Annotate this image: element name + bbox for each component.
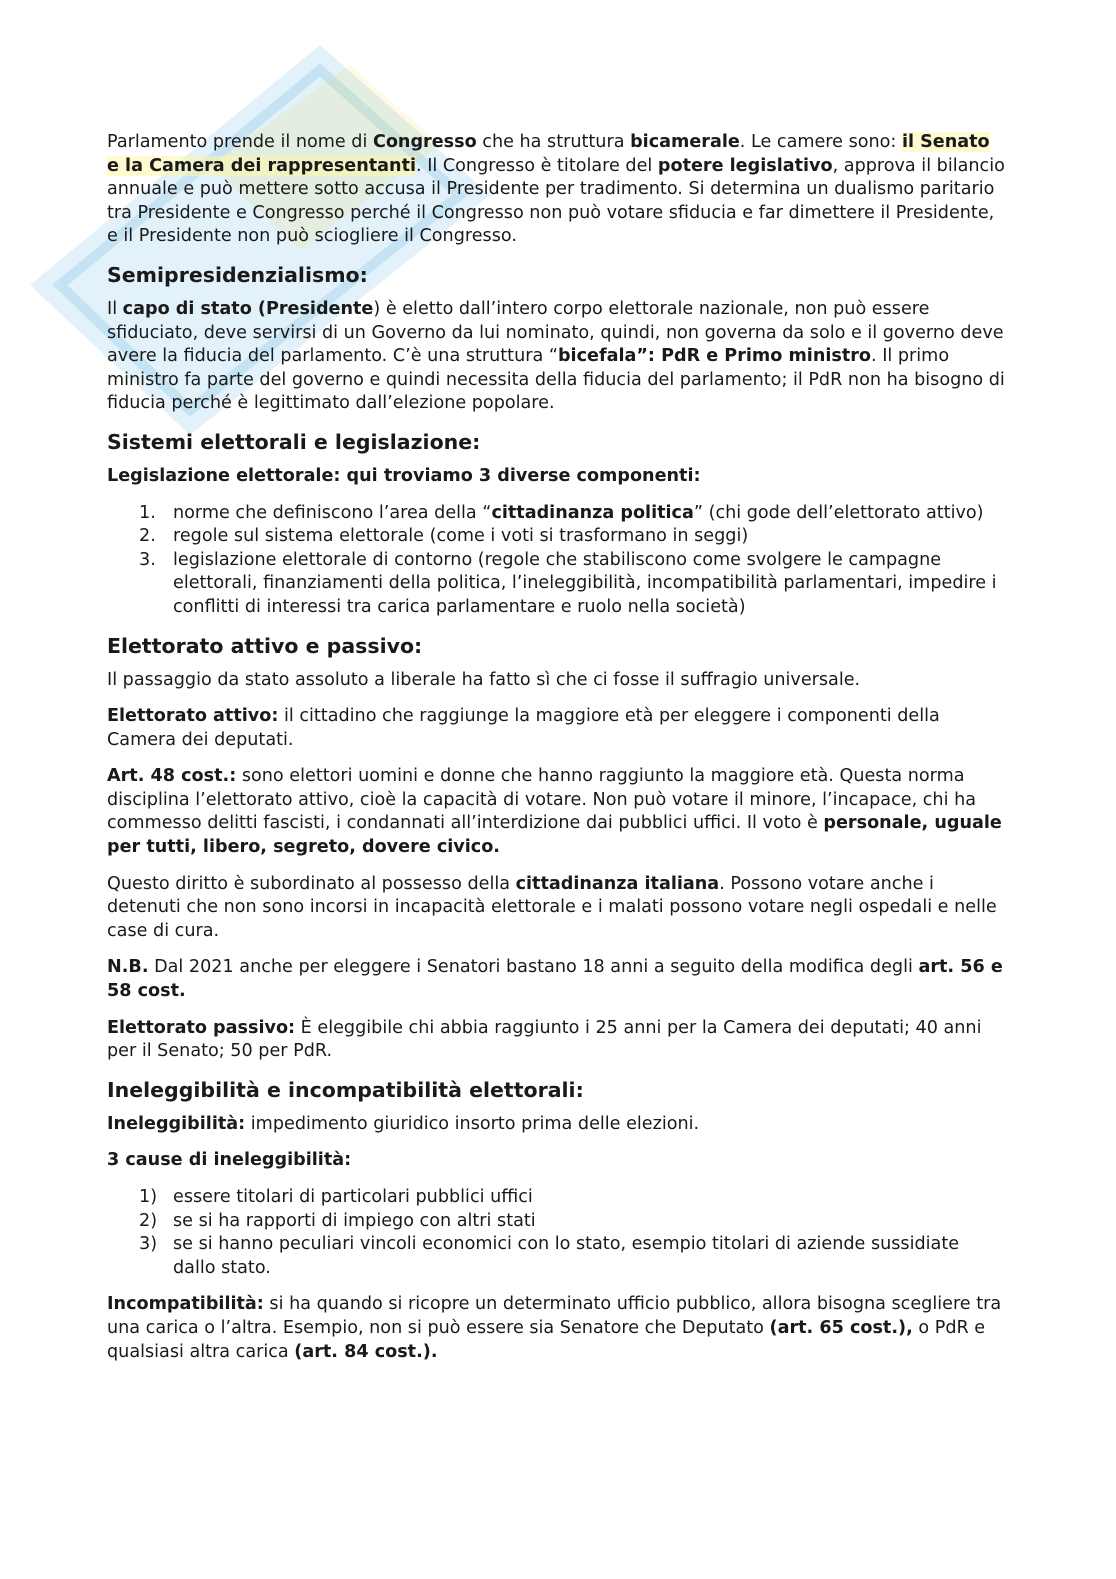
heading-sistemi-elettorali: Sistemi elettorali e legislazione:	[107, 429, 481, 454]
paragraph-suffragio: Il passaggio da stato assoluto a liberale ha fatto sì che ci fosse il suffragio universale.	[107, 669, 861, 690]
heading-semipresidenzialismo: Semipresidenzialismo:	[107, 262, 368, 287]
paragraph-legislazione: Legislazione elettorale: qui troviamo 3 diverse componenti:	[107, 465, 701, 486]
list-item: 1. norme che definiscono l’area della “cittadinanza politica” (chi gode dell’elettorato attivo)	[139, 502, 984, 523]
paragraph-elettorato-attivo: Elettorato attivo: il cittadino che raggiunge la maggiore età per eleggere i componenti della Camera dei deputati.	[107, 706, 940, 750]
list-item: 3) se si hanno peculiari vincoli economici con lo stato, esempio titolari di aziende sussidiate dallo stato.	[139, 1234, 960, 1278]
paragraph-cittadinanza: Questo diritto è subordinato al possesso della cittadinanza italiana. Possono votare anche i detenuti che non sono incorsi in incapacità elettorale e i malati possono votare negli ospedali e nelle case di cura.	[107, 873, 997, 941]
paragraph-art-48: Art. 48 cost.: sono elettori uomini e donne che hanno raggiunto la maggiore età. Questa norma disciplina l’elettorato attivo, cioè la capacità di votare. Non può votare il minore, l’incapace, chi ha commesso delitti fascisti, i condannati all’interdizione dai pubblici uffici. Il voto è personale, uguale per tutti, libero, segreto, dovere civico.	[107, 766, 1002, 858]
list-componenti	[107, 502, 1007, 620]
list-item: 2) se si ha rapporti di impiego con altri stati	[139, 1210, 536, 1231]
list-item: 3. legislazione elettorale di contorno (regole che stabiliscono come svolgere le campagne elettorali, finanziamenti della politica, l’ineleggibilità, incompatibilità parlamentari, impedire i conflitti di interessi tra carica parlamentare e ruolo nella società)	[139, 549, 997, 617]
paragraph-nota-bene: N.B. Dal 2021 anche per eleggere i Senatori bastano 18 anni a seguito della modifica degli art. 56 e 58 cost.	[107, 957, 1003, 1002]
paragraph-incompatibilita: Incompatibilità: si ha quando si ricopre un determinato ufficio pubblico, allora bisogna scegliere tra una carica o l’altra. Esempio, non si può essere sia Senatore che Deputato (art. 65 cost.), o PdR e qualsiasi altra carica (art. 84 cost.).	[107, 1294, 1002, 1362]
heading-ineleggibilita: Ineleggibilità e incompatibilità elettorali:	[107, 1077, 584, 1102]
heading-elettorato: Elettorato attivo e passivo:	[107, 633, 423, 658]
paragraph-semipresidenzialismo: Il capo di stato (Presidente) è eletto dall’intero corpo elettorale nazionale, non può essere sfiduciato, deve servirsi di un Governo da lui nominato, quindi, non governa da solo e il governo deve avere la fiducia del parlamento. C’è una struttura “bicefala”: PdR e Primo ministro. Il primo ministro fa parte del governo e quindi necessita della fiducia del parlamento; il PdR non ha bisogno di fiducia perché è legittimato dall’elezione popolare.	[107, 298, 1005, 414]
bold-camere: il Senato e la Camera dei rappresentanti	[107, 132, 990, 176]
list-cause	[107, 1186, 1007, 1280]
paragraph-ineleggibilita: Ineleggibilità: impedimento giuridico insorto prima delle elezioni.	[107, 1113, 700, 1134]
list-item: 2. regole sul sistema elettorale (come i voti si trasformano in seggi)	[139, 526, 749, 547]
paragraph-cause: 3 cause di ineleggibilità:	[107, 1150, 352, 1171]
document-page	[107, 131, 1007, 1377]
list-item: 1) essere titolari di particolari pubblici uffici	[139, 1187, 533, 1207]
paragraph-congresso: Parlamento prende il nome di Congresso che ha struttura bicamerale. Le camere sono: il Senato e la Camera dei rappresentanti. Il Congresso è titolare del potere legislativo, approva il bilancio annuale e può mettere sotto accusa il Presidente per tradimento. Si determina un dualismo paritario tra Presidente e Congresso perché il Congresso non può votare sfiducia e far dimettere il Presidente, e il Presidente non può sciogliere il Congresso.	[107, 132, 1005, 247]
paragraph-elettorato-passivo: Elettorato passivo: È eleggibile chi abbia raggiunto i 25 anni per la Camera dei deputati; 40 anni per il Senato; 50 per PdR.	[107, 1017, 982, 1062]
bold-congresso: Congresso	[372, 132, 477, 152]
